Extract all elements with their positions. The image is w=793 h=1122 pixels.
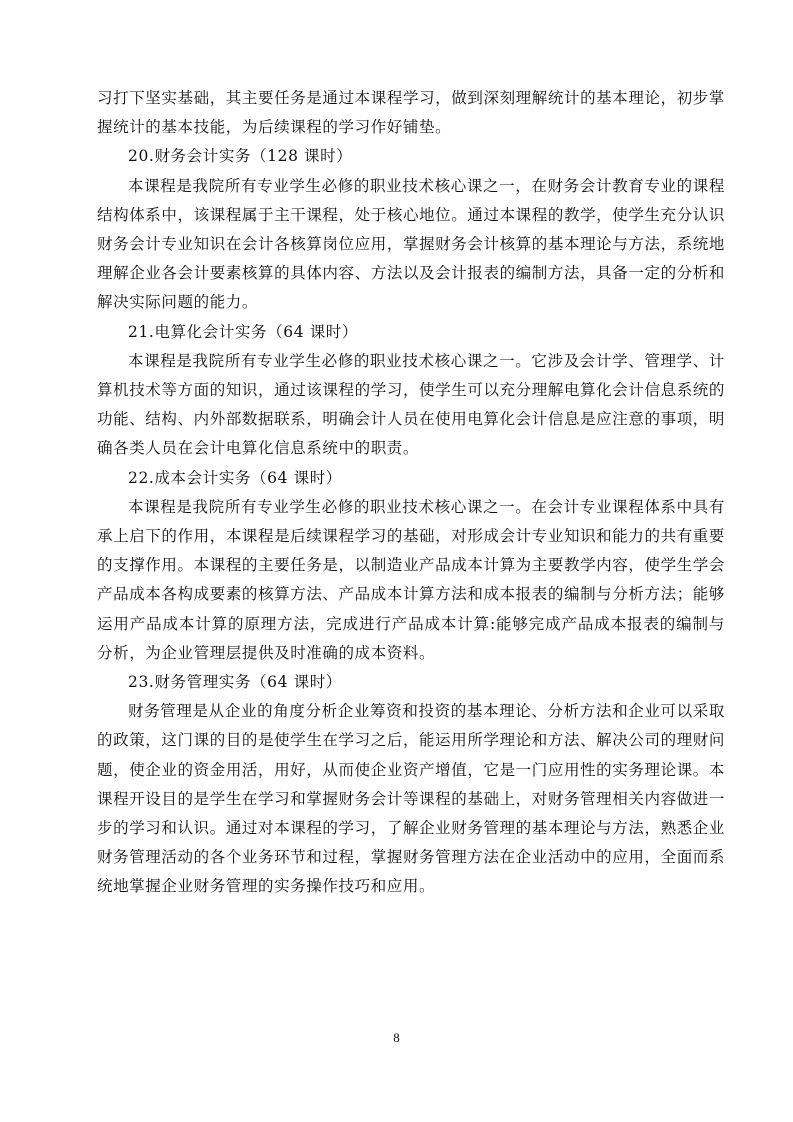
- continuation-paragraph: 习打下坚实基础，其主要任务是通过本课程学习，做到深刻理解统计的基本理论，初步掌握统计的基本技能，为后续课程的学习作好铺垫。: [97, 89, 725, 137]
- section-paragraph: 本课程是我院所有专业学生必修的职业技术核心课之一。在会计专业课程体系中具有承上启下的作用，本课程是后续课程学习的基础，对形成会计专业知识和能力的共有重要的支撑作用。本课程的主要任务是，以制造业产品成本计算为主要教学内容，使学生学会产品成本各构成要素的核算方法、产品成本计算方法和成本报表的编制与分析方法；能够运用产品成本计算的原理方法，完成进行产品成本计算:能够完成产品成本报表的编制与分析，为企业管理层提供及时准确的成本资料。: [97, 497, 725, 662]
- section-heading: 23.财务管理实务（64 课时）: [128, 673, 342, 692]
- section-heading: 22.成本会计实务（64 课时）: [128, 468, 342, 487]
- page-body: [97, 84, 725, 902]
- section-paragraph: 本课程是我院所有专业学生必修的职业技术核心课之一，在财务会计教育专业的课程结构体系中，该课程属于主干课程，处于核心地位。通过本课程的教学，使学生充分认识财务会计专业知识在会计各核算岗位应用，掌握财务会计核算的基本理论与方法，系统地理解企业各会计要素核算的具体内容、方法以及会计报表的编制方法，具备一定的分析和解决实际问题的能力。: [97, 176, 725, 312]
- section-heading: 20.财务会计实务（128 课时）: [128, 147, 353, 166]
- section-paragraph: 本课程是我院所有专业学生必修的职业技术核心课之一。它涉及会计学、管理学、计算机技术等方面的知识，通过该课程的学习，使学生可以充分理解电算化会计信息系统的功能、结构、内外部数据联系，明确会计人员在使用电算化会计信息是应注意的事项，明确各类人员在会计电算化信息系统中的职责。: [97, 351, 725, 458]
- section-heading: 21.电算化会计实务（64 课时）: [128, 322, 359, 341]
- page-number: 8: [393, 1030, 400, 1045]
- section-paragraph: 财务管理是从企业的角度分析企业筹资和投资的基本理论、分析方法和企业可以采取的政策，这门课的目的是使学生在学习之后，能运用所学理论和方法、解决公司的理财问题，使企业的资金用活，用好，从而使企业资产增值，它是一门应用性的实务理论课。本课程开设目的是学生在学习和掌握财务会计等课程的基础上，对财务管理相关内容做进一步的学习和认识。通过对本课程的学习，了解企业财务管理的基本理论与方法，熟悉企业财务管理活动的各个业务环节和过程，掌握财务管理方法在企业活动中的应用，全面而系统地掌握企业财务管理的实务操作技巧和应用。: [97, 702, 725, 896]
